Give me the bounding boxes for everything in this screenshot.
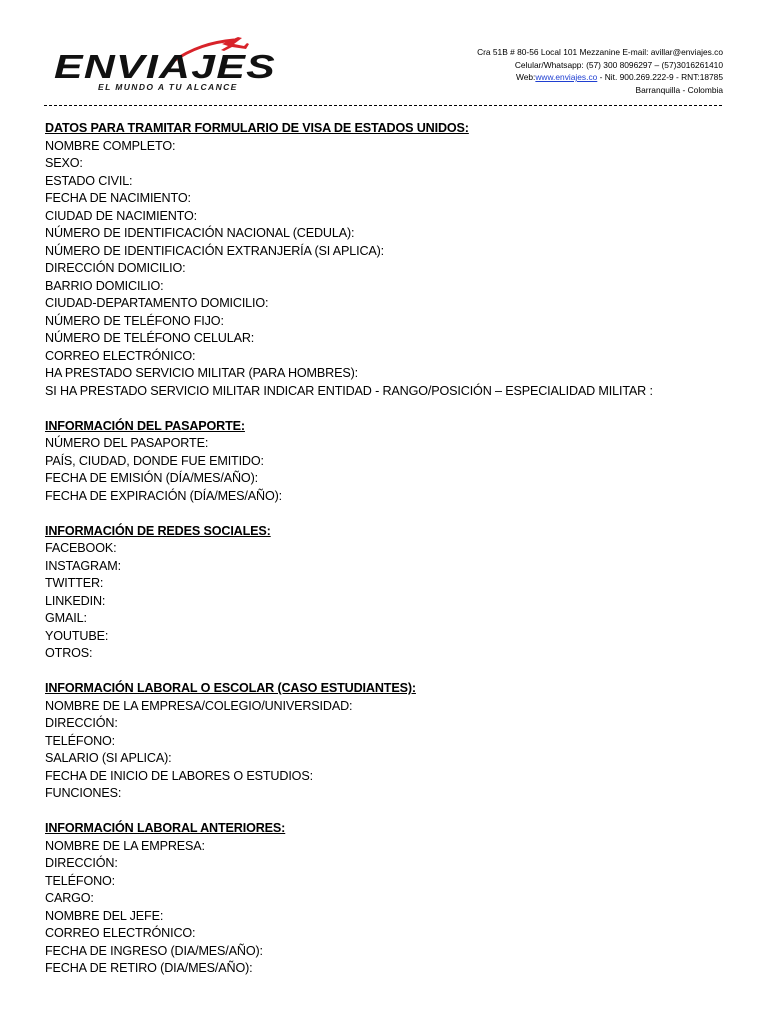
field-military-service: HA PRESTADO SERVICIO MILITAR (PARA HOMBRES): bbox=[45, 366, 358, 380]
logo-wordmark: ENVIAJES bbox=[54, 48, 276, 85]
field-prev-boss-name: NOMBRE DEL JEFE: bbox=[45, 908, 164, 923]
section-heading: DATOS PARA TRAMITAR FORMULARIO DE VISA DE ESTADOS UNIDOS: bbox=[45, 121, 469, 135]
contact-web-line bbox=[477, 71, 723, 84]
section-heading: INFORMACIÓN DEL PASAPORTE: bbox=[45, 418, 245, 433]
contact-block bbox=[477, 46, 723, 96]
company-tagline: EL MUNDO A TU ALCANCE bbox=[98, 82, 238, 92]
section-previous-work bbox=[45, 820, 735, 978]
field-youtube: YOUTUBE: bbox=[45, 628, 109, 643]
field-work-phone: TELÉFONO: bbox=[45, 733, 116, 748]
field-duties: FUNCIONES: bbox=[45, 786, 122, 800]
field-birth-date: FECHA DE NACIMIENTO: bbox=[45, 191, 191, 205]
field-prev-phone: TELÉFONO: bbox=[45, 873, 116, 888]
field-passport-number: NÚMERO DEL PASAPORTE: bbox=[45, 436, 209, 450]
field-prev-email: CORREO ELECTRÓNICO: bbox=[45, 926, 196, 940]
field-facebook: FACEBOOK: bbox=[45, 541, 117, 555]
field-foreign-id: NÚMERO DE IDENTIFICACIÓN EXTRANJERÍA (SI APLICA): bbox=[45, 243, 385, 258]
header-divider bbox=[44, 105, 722, 106]
field-military-details: SI HA PRESTADO SERVICIO MILITAR INDICAR ENTIDAD - RANGO/POSICIÓN – ESPECIALIDAD MILITAR : bbox=[45, 383, 653, 398]
field-mobile: NÚMERO DE TELÉFONO CELULAR: bbox=[45, 331, 255, 345]
field-start-date: FECHA DE INICIO DE LABORES O ESTUDIOS: bbox=[45, 768, 313, 783]
website-link[interactable]: www.enviajes.co bbox=[535, 72, 598, 83]
field-passport-issue-place: PAÍS, CIUDAD, DONDE FUE EMITIDO: bbox=[45, 453, 264, 468]
field-landline: NÚMERO DE TELÉFONO FIJO: bbox=[45, 313, 224, 328]
section-personal-data bbox=[45, 120, 735, 400]
field-gmail: GMAIL: bbox=[45, 611, 87, 625]
section-heading: INFORMACIÓN LABORAL ANTERIORES: bbox=[45, 821, 286, 835]
section-current-work bbox=[45, 680, 735, 803]
visa-form-body bbox=[45, 120, 735, 978]
contact-address-email: Cra 51B # 80-56 Local 101 Mezzanine E-mail: avillar@enviajes.co bbox=[477, 47, 723, 57]
field-prev-company-name: NOMBRE DE LA EMPRESA: bbox=[45, 838, 205, 853]
section-heading: INFORMACIÓN LABORAL O ESCOLAR (CASO ESTUDIANTES): bbox=[45, 681, 416, 695]
contact-web-prefix: Web: bbox=[515, 72, 536, 83]
field-email: CORREO ELECTRÓNICO: bbox=[45, 348, 196, 363]
field-full-name: NOMBRE COMPLETO: bbox=[45, 138, 176, 153]
field-birth-city: CIUDAD DE NACIMIENTO: bbox=[45, 208, 197, 223]
field-home-address: DIRECCIÓN DOMICILIO: bbox=[45, 261, 186, 275]
field-passport-issue-date: FECHA DE EMISIÓN (DÍA/MES/AÑO): bbox=[45, 471, 258, 485]
field-work-address: DIRECCIÓN: bbox=[45, 716, 118, 730]
field-city-department: CIUDAD-DEPARTAMENTO DOMICILIO: bbox=[45, 296, 269, 310]
field-other-social: OTROS: bbox=[45, 646, 93, 660]
field-salary: SALARIO (SI APLICA): bbox=[45, 751, 172, 765]
field-twitter: TWITTER: bbox=[45, 576, 104, 590]
field-prev-position: CARGO: bbox=[45, 891, 94, 905]
contact-phones: Celular/Whatsapp: (57) 300 8096297 – (57)3016261410 bbox=[514, 59, 723, 70]
field-prev-address: DIRECCIÓN: bbox=[45, 856, 118, 870]
field-sex: SEXO: bbox=[45, 156, 83, 170]
section-passport bbox=[45, 418, 735, 506]
field-civil-status: ESTADO CIVIL: bbox=[45, 173, 133, 188]
field-linkedin: LINKEDIN: bbox=[45, 593, 106, 608]
field-neighborhood: BARRIO DOMICILIO: bbox=[45, 278, 164, 293]
field-instagram: INSTAGRAM: bbox=[45, 558, 121, 573]
field-prev-end-date: FECHA DE RETIRO (DIA/MES/AÑO): bbox=[45, 961, 253, 975]
section-social-media bbox=[45, 523, 735, 663]
field-national-id: NÚMERO DE IDENTIFICACIÓN NACIONAL (CEDULA): bbox=[45, 226, 355, 240]
contact-nit-rnt: - Nit. 900.269.222-9 - RNT:18785 bbox=[597, 72, 723, 83]
section-heading: INFORMACIÓN DE REDES SOCIALES: bbox=[45, 523, 271, 538]
field-prev-start-date: FECHA DE INGRESO (DIA/MES/AÑO): bbox=[45, 943, 263, 958]
field-passport-expiry-date: FECHA DE EXPIRACIÓN (DÍA/MES/AÑO): bbox=[45, 488, 283, 503]
contact-city: Barranquilla - Colombia bbox=[635, 84, 723, 95]
field-company-school-name: NOMBRE DE LA EMPRESA/COLEGIO/UNIVERSIDAD: bbox=[45, 698, 353, 713]
